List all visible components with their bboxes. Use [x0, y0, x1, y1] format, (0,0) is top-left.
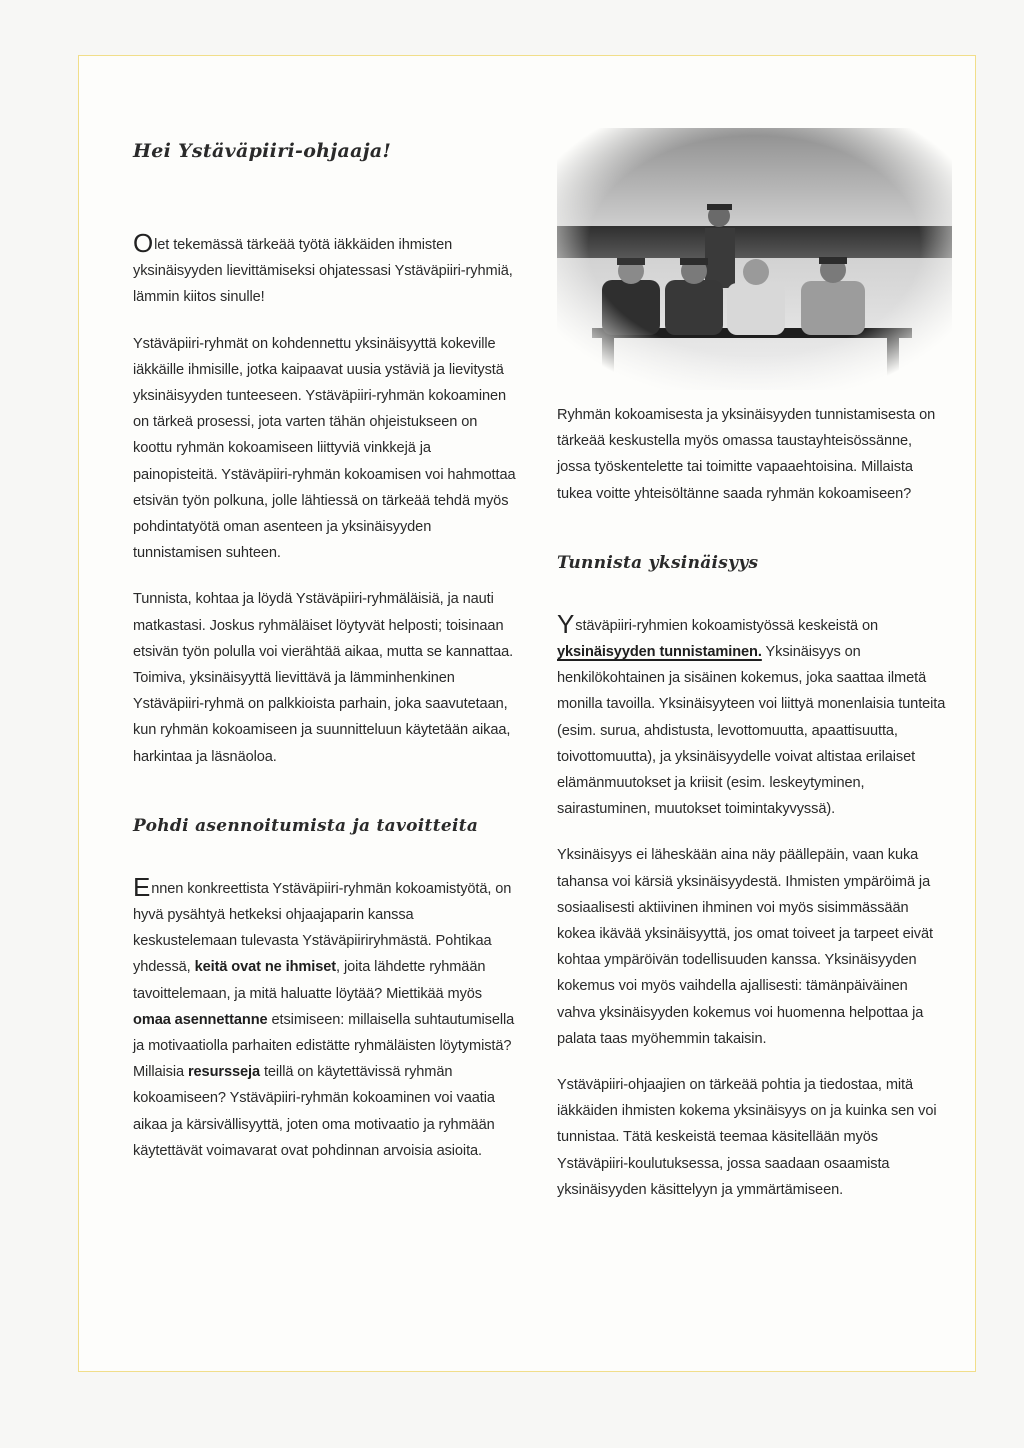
intro-text: let tekemässä tärkeää työtä iäkkäiden ihmisten yksinäisyyden lievittämiseksi ohjatessasi Ystäväpiiri-ryhmiä, lämmin kiitos sinulle! — [133, 237, 513, 306]
left-column — [133, 140, 518, 1184]
right-column — [557, 402, 949, 1223]
paragraph-attitude — [133, 871, 518, 1164]
page-title: Hei Ystäväpiiri-ohjaaja! — [133, 140, 392, 162]
paragraph-recognize — [557, 608, 949, 823]
paragraph-training: Ystäväpiiri-ohjaajien on tärkeää pohtia ja tiedostaa, mitä iäkkäiden ihmisten kokema yksinäisyys on ja kuinka sen voi tunnistaa. Tätä keskeistä teemaa käsitellään myös Ystäväpiiri-koulutuksessa, jossa saadaan osaamista yksinäisyyden käsittelyyn ja ymmärtämiseen. — [557, 1077, 937, 1198]
paragraph-visibility: Yksinäisyys ei läheskään aina näy päällepäin, vaan kuka tahansa voi kärsiä yksinäisyydestä. Ihmisten ympäröimä ja sosiaalisesti aktiivinen ihminen voi myös sisimmässään kokea ikävää yksinäisyyttä, jos omat toiveet ja tarpeet eivät kohtaa ympäröivän todellisuuden kanssa. Yksinäisyyden kokemus voi myös vaihdella ajallisesti: tämänpäiväinen vahva yksinäisyyden kokemus voi huomenna helpottaa ja palata taas myöhemmin takaisin. — [557, 847, 933, 1047]
drop-cap: E — [133, 871, 151, 902]
paragraph-journey: Tunnista, kohtaa ja löydä Ystäväpiiri-ryhmäläisiä, ja nauti matkastasi. Joskus ryhmäläiset löytyvät helposti; toisinaan etsivän työn polulla voi vierähtää aikaa, mutta se kannattaa. Toimiva, yksinäisyyttä lievittävä ja lämminhenkinen Ystäväpiiri-ryhmä on palkkioista parhain, joka saavutetaan, kun ryhmän kokoamiseen ja suunnitteluun käytetään aikaa, harkintaa ja läsnäoloa. — [133, 591, 514, 765]
text-run: teillä on käytettävissä ryhmän kokoamiseen? Ystäväpiiri-ryhmän kokoaminen voi vaatia aikaa ja kärsivällisyyttä, joten oma motivaatio ja ryhmään käytettävät voimavarat ovat pohdinnan arvoisia asioita. — [133, 1064, 495, 1159]
highlight-who: keitä ovat ne ihmiset — [194, 959, 337, 976]
section-heading-attitude: Pohdi asennoitumista ja tavoitteita — [133, 815, 479, 836]
drop-cap: Y — [557, 608, 575, 639]
text-run: stäväpiiri-ryhmien kokoamistyössä keskeistä on — [575, 617, 879, 634]
highlight-attitude: omaa asennettanne — [133, 1011, 268, 1028]
text-run: Yksinäisyys on henkilökohtainen ja sisäinen kokemus, joka saattaa ilmetä monilla tavoilla. Yksinäisyyteen voi liittyä monenlaisia tunteita (esim. surua, ahdistusta, levottomuutta, apaattisuutta, toivottomuutta), ja yksinäisyydelle voivat altistaa erilaiset elämänmuutokset ja kriisit (esim. leskeytyminen, sairastuminen, muutokset toimintakyvyssä). — [557, 644, 946, 818]
drop-cap: O — [133, 228, 154, 258]
intro-paragraph — [133, 228, 518, 311]
text-run: , joita lähdette ryhmään tavoittelemaan, ja mitä haluatte löytää? Miettikää myös — [133, 959, 486, 1002]
highlight-recognition: yksinäisyyden tunnistaminen. — [557, 644, 762, 661]
paragraph-groups: Ystäväpiiri-ryhmät on kohdennettu yksinäisyyttä kokeville iäkkäille ihmisille, jotka kaipaavat uusia ystäviä ja lievitystä yksinäisyyden tunteeseen. Ystäväpiiri-ryhmän kokoaminen on tärkeä prosessi, jota varten tähän ohjeistukseen on koottu ryhmän kokoamiseen liittyviä vinkkejä ja painopisteitä. Ystäväpiiri-ryhmän kokoamisen voi hahmottaa etsivän työn polkuna, jolle lähtiessä on tärkeää tehdä myös pohdintatyötä oman asenteen ja yksinäisyyden tunnistamisen suhteen. — [133, 335, 516, 562]
section-heading-recognize: Tunnista yksinäisyys — [557, 552, 759, 573]
text-run: etsimiseen: millaisella suhtautumisella ja motivaatiolla parhaiten edistätte ryhmäläisten löytymistä? Millaisia — [133, 1011, 515, 1081]
elderly-men-on-bench-photo — [557, 128, 952, 390]
text-run: nnen konkreettista Ystäväpiiri-ryhmän kokoamistyötä, on hyvä pysähtyä hetkeksi ohjaajaparin kanssa keskustelemaan tulevasta Ystäväpiiriryhmästä. Pohtikaa yhdessä, — [133, 880, 512, 976]
highlight-resources: resursseja — [187, 1064, 260, 1081]
photo-illustration — [557, 128, 952, 390]
paragraph-community: Ryhmän kokoamisesta ja yksinäisyyden tunnistamisesta on tärkeää keskustella myös omassa taustayhteisössänne, jossa työskentelette tai toimitte vapaaehtoisina. Millaista tukea voitte yhteisöltänne saada ryhmän kokoamiseen? — [557, 407, 936, 502]
